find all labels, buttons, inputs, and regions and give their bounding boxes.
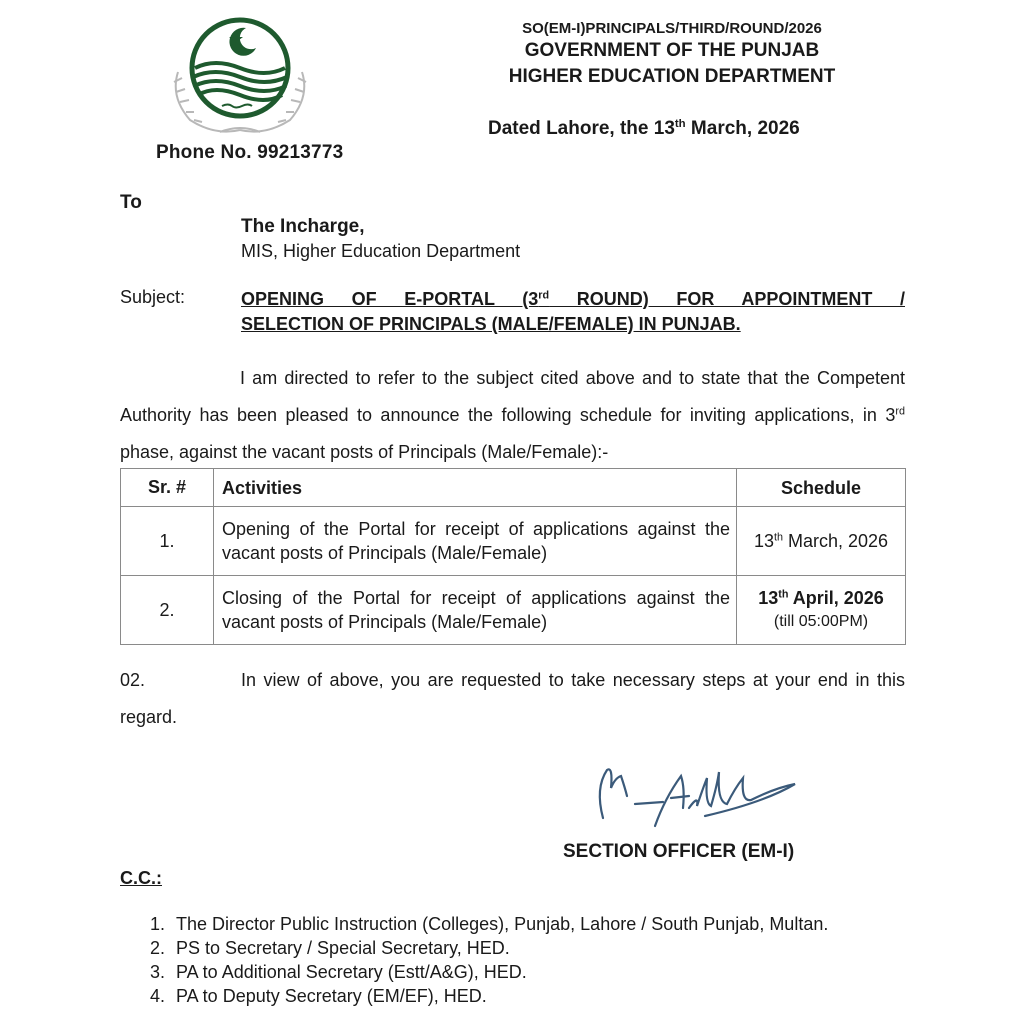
schedule-day: 13 [758, 588, 779, 608]
subject-line-2: SELECTION OF PRINCIPALS (MALE/FEMALE) IN PUNJAB. [241, 314, 741, 334]
cc-item-number: 4. [150, 986, 166, 1006]
para1-text-a: I am directed to refer to the subject cited above and to state that the Competent Authority has been pleased to announce the following schedule for inviting applications, in 3 [120, 368, 905, 425]
table-row [121, 507, 906, 576]
header-sr: Sr. # [121, 469, 214, 507]
row-schedule [737, 507, 906, 576]
section-officer-designation: SECTION OFFICER (EM-I) [563, 841, 795, 862]
date-superscript: th [674, 118, 686, 131]
header-schedule: Schedule [737, 469, 906, 507]
cc-item [150, 912, 828, 936]
date-suffix: March, 2026 [685, 118, 800, 139]
signature [585, 758, 815, 838]
government-title: GOVERNMENT OF THE PUNJAB [524, 40, 820, 61]
cc-list [150, 912, 828, 1008]
row-activity: Closing of the Portal for receipt of applications against the vacant posts of Principals (Male/Female) [214, 576, 737, 645]
subject-label: Subject: [120, 287, 186, 307]
para1-text-b: phase, against the vacant posts of Principals (Male/Female):- [120, 442, 609, 462]
cc-item-number: 1. [150, 914, 166, 934]
phone-number: Phone No. 99213773 [156, 142, 344, 163]
cc-label: C.C.: [120, 868, 162, 888]
department-title: HIGHER EDUCATION DEPARTMENT [508, 66, 836, 87]
table-header-row [121, 469, 906, 507]
punjab-government-emblem [160, 12, 320, 140]
subject-line-1 [241, 287, 905, 312]
schedule-table [120, 468, 906, 645]
row-sr: 2. [121, 576, 214, 645]
cc-item-text: PA to Additional Secretary (Estt/A&G), HED. [176, 962, 527, 982]
body-paragraph-2 [120, 662, 905, 736]
cc-item-number: 3. [150, 962, 166, 982]
row-sr: 1. [121, 507, 214, 576]
header-activities: Activities [214, 469, 737, 507]
para1-superscript: rd [895, 405, 905, 418]
row-activity: Opening of the Portal for receipt of applications against the vacant posts of Principals (Male/Female) [214, 507, 737, 576]
date-line [488, 118, 800, 140]
schedule-month-year: April, 2026 [788, 588, 884, 608]
cc-item-text: PA to Deputy Secretary (EM/EF), HED. [176, 986, 487, 1006]
schedule-day: 13 [753, 531, 774, 551]
para2-number: 02. [120, 670, 146, 690]
body-paragraph-1 [120, 360, 905, 471]
cc-item [150, 960, 828, 984]
schedule-superscript: th [773, 531, 783, 544]
para2-text: In view of above, you are requested to take necessary steps at your end in this regard. [120, 670, 905, 727]
subject-line-1-a: OPENING OF E-PORTAL (3 [241, 289, 539, 309]
subject-superscript: rd [538, 289, 550, 302]
cc-item-text: PS to Secretary / Special Secretary, HED. [176, 938, 510, 958]
recipient-office: MIS, Higher Education Department [241, 241, 521, 261]
row-schedule [737, 576, 906, 645]
table-row [121, 576, 906, 645]
cc-item [150, 936, 828, 960]
to-label: To [120, 192, 142, 213]
recipient-name: The Incharge, [241, 216, 365, 237]
subject-text [241, 287, 905, 337]
cc-item-text: The Director Public Instruction (Colleges), Punjab, Lahore / South Punjab, Multan. [176, 914, 829, 934]
cc-item-number: 2. [150, 938, 166, 958]
reference-number: SO(EM-I)PRINCIPALS/THIRD/ROUND/2026 [522, 20, 822, 37]
schedule-superscript: th [778, 588, 789, 601]
cc-item [150, 984, 828, 1008]
schedule-note: (till 05:00PM) [773, 613, 869, 630]
schedule-month-year: March, 2026 [782, 531, 889, 551]
date-prefix: Dated Lahore, the 13 [488, 118, 675, 139]
subject-line-1-b: ROUND) FOR APPOINTMENT / [549, 289, 905, 309]
